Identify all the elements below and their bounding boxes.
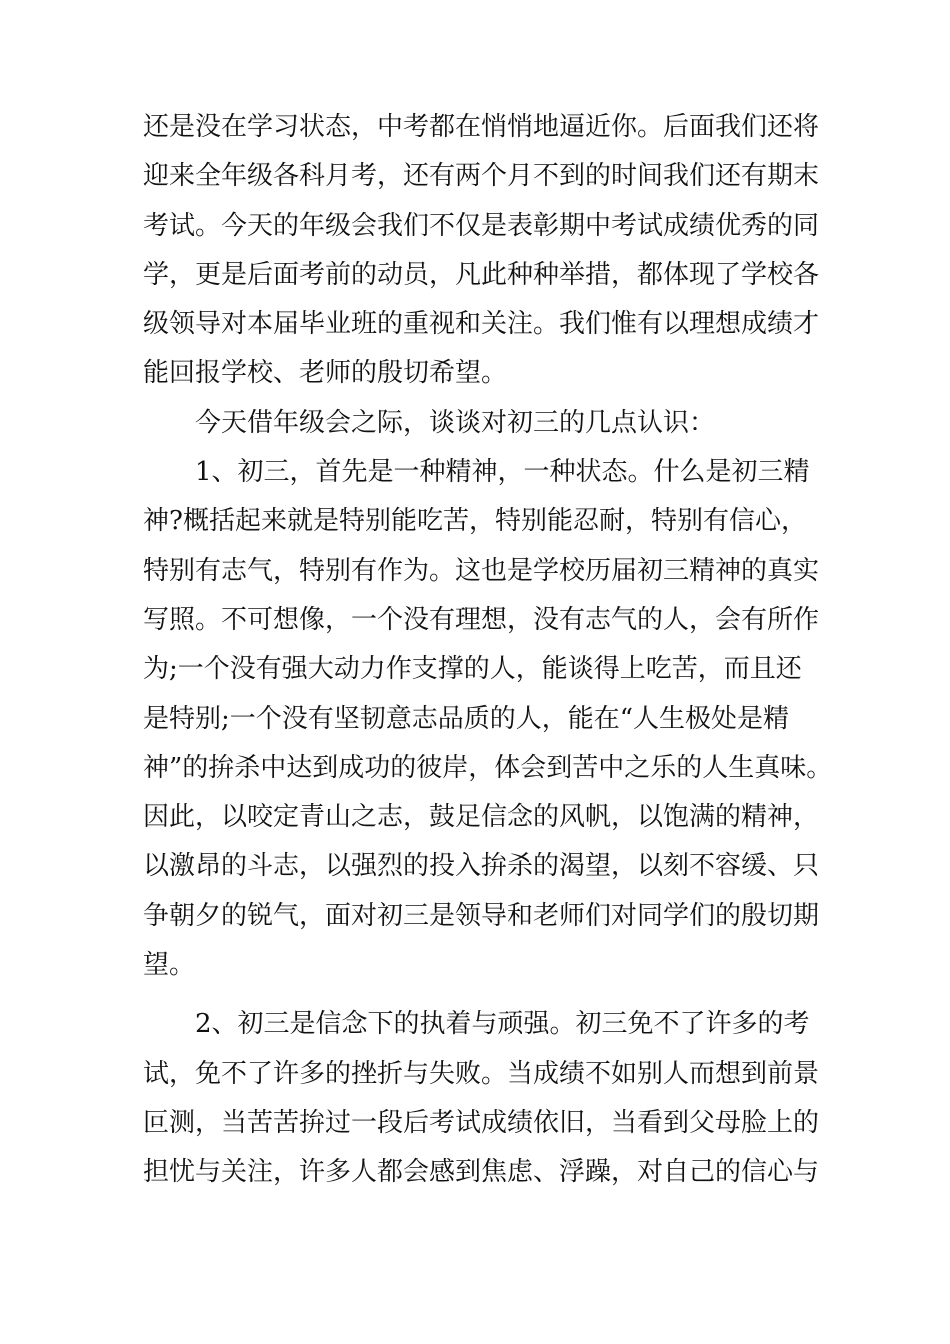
text-line: 学，更是后面考前的动员，凡此种种举措，都体现了学校各 bbox=[143, 259, 820, 290]
text-line: 为;一个没有强大动力作支撑的人，能谈得上吃苦，而且还 bbox=[143, 654, 802, 685]
paragraph bbox=[143, 448, 833, 990]
text-line: 试，免不了许多的挫折与失败。当成绩不如别人而想到前景 bbox=[143, 1058, 820, 1089]
text-line: 特别有志气，特别有作为。这也是学校历届初三精神的真实 bbox=[143, 555, 820, 586]
text-line: 争朝夕的锐气，面对初三是领导和老师们对同学们的殷切期 bbox=[143, 900, 820, 931]
text-line: 考试。今天的年级会我们不仅是表彰期中考试成绩优秀的同 bbox=[143, 210, 820, 241]
text-line: 以激昂的斗志，以强烈的投入拚杀的渴望，以刻不容缓、只 bbox=[143, 851, 820, 882]
text-line: 今天借年级会之际，谈谈对初三的几点认识： bbox=[143, 407, 716, 438]
text-line: 叵测，当苦苦拚过一段后考试成绩依旧，当看到父母脸上的 bbox=[143, 1107, 820, 1138]
text-line: 望。 bbox=[143, 950, 196, 981]
text-line: 1、初三，首先是一种精神，一种状态。什么是初三精 bbox=[143, 457, 810, 488]
text-line: 担忧与关注，许多人都会感到焦虑、浮躁，对自己的信心与 bbox=[143, 1157, 820, 1188]
text-line: 因此，以咬定青山之志，鼓足信念的风帆，以饱满的精神， bbox=[143, 802, 820, 833]
paragraph-spacer bbox=[143, 990, 833, 1000]
paragraph bbox=[143, 1000, 833, 1197]
paragraph bbox=[143, 399, 833, 448]
text-line: 级领导对本届毕业班的重视和关注。我们惟有以理想成绩才 bbox=[143, 309, 820, 340]
text-line: 神”的拚杀中达到成功的彼岸，体会到苦中之乐的人生真味。 bbox=[143, 752, 833, 783]
text-line: 2、初三是信念下的执着与顽强。初三免不了许多的考 bbox=[143, 1009, 810, 1040]
text-line: 是特别;一个没有坚韧意志品质的人，能在“人生极处是精 bbox=[143, 703, 790, 734]
document-body bbox=[143, 103, 833, 1198]
text-line: 还是没在学习状态，中考都在悄悄地逼近你。后面我们还将 bbox=[143, 112, 820, 142]
paragraph bbox=[143, 103, 833, 399]
text-line: 神?概括起来就是特别能吃苦，特别能忍耐，特别有信心， bbox=[143, 506, 807, 537]
text-line: 写照。不可想像，一个没有理想，没有志气的人，会有所作 bbox=[143, 604, 820, 635]
text-line: 迎来全年级各科月考，还有两个月不到的时间我们还有期末 bbox=[143, 161, 820, 192]
text-line: 能回报学校、老师的殷切希望。 bbox=[143, 358, 508, 389]
